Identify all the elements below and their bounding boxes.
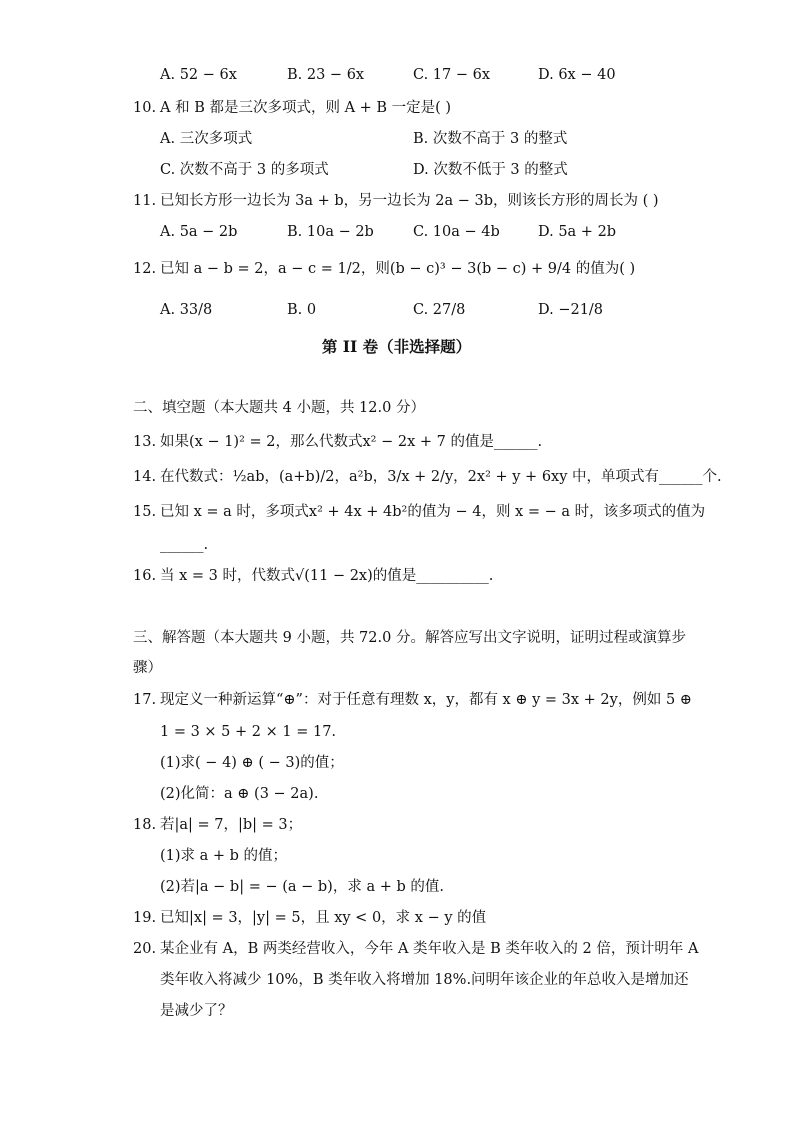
q16-text: 当 x = 3 时，代数式√(11 − 2x)的值是__________. bbox=[160, 568, 494, 584]
q9-option-a: A. 52 − 6x bbox=[160, 67, 237, 83]
q10-number: 10. bbox=[133, 100, 157, 116]
q10-option-a: A. 三次多项式 bbox=[160, 131, 253, 147]
q20-number: 20. bbox=[133, 941, 157, 957]
q12-option-d: D. −21/8 bbox=[538, 302, 604, 318]
q13-number: 13. bbox=[133, 434, 157, 450]
q10-text: A 和 B 都是三次多项式，则 A + B 一定是( ) bbox=[160, 100, 452, 116]
q14-number: 14. bbox=[133, 469, 157, 485]
q9-option-c: C. 17 − 6x bbox=[413, 67, 491, 83]
solve-heading: 三、解答题（本大题共 9 小题，共 72.0 分。解答应写出文字说明，证明过程或演算步 bbox=[133, 630, 686, 646]
q18-sub1: (1)求 a + b 的值； bbox=[160, 848, 288, 864]
q17-sub2: (2)化简：a ⊕ (3 − 2a). bbox=[160, 786, 319, 802]
q11-option-a: A. 5a − 2b bbox=[160, 224, 238, 240]
q11-text: 已知长方形一边长为 3a + b，另一边长为 2a − 3b，则该长方形的周长为 ( ) bbox=[160, 193, 659, 209]
q12-text: 已知 a − b = 2，a − c = 1/2，则(b − c)³ − 3(b − c) + 9/4 的值为( ) bbox=[160, 261, 636, 277]
q10-option-c: C. 次数不高于 3 的多项式 bbox=[160, 162, 329, 178]
q10-option-d: D. 次数不低于 3 的整式 bbox=[413, 162, 568, 178]
q11-option-b: B. 10a − 2b bbox=[287, 224, 374, 240]
q19-number: 19. bbox=[133, 910, 157, 926]
q10-option-b: B. 次数不高于 3 的整式 bbox=[413, 131, 568, 147]
q17-text-line2: 1 = 3 × 5 + 2 × 1 = 17. bbox=[160, 724, 337, 740]
q11-option-c: C. 10a − 4b bbox=[413, 224, 500, 240]
q9-option-d: D. 6x − 40 bbox=[538, 67, 616, 83]
q15-number: 15. bbox=[133, 504, 157, 520]
q18-sub2: (2)若|a − b| = − (a − b)，求 a + b 的值. bbox=[160, 879, 444, 895]
q12-option-b: B. 0 bbox=[287, 302, 317, 318]
q19-text: 已知|x| = 3，|y| = 5，且 xy < 0，求 x − y 的值 bbox=[160, 910, 487, 926]
q12-option-c: C. 27/8 bbox=[413, 302, 466, 318]
q11-option-d: D. 5a + 2b bbox=[538, 224, 617, 240]
q17-number: 17. bbox=[133, 692, 157, 708]
q17-sub1: (1)求( − 4) ⊕ ( − 3)的值； bbox=[160, 755, 344, 771]
q20-text: 某企业有 A，B 两类经营收入，今年 A 类年收入是 B 类年收入的 2 倍，预计明年 A bbox=[160, 941, 699, 957]
q13-text: 如果(x − 1)² = 2，那么代数式x² − 2x + 7 的值是______. bbox=[160, 434, 543, 450]
q11-number: 11. bbox=[133, 193, 157, 209]
q12-number: 12. bbox=[133, 261, 157, 277]
q14-text: 在代数式：½ab，(a+b)/2，a²b，3/x + 2/y，2x² + y + 6xy 中，单项式有______个. bbox=[160, 469, 722, 485]
section-title: 第 II 卷（非选择题） bbox=[321, 337, 472, 356]
q20-text-line3: 是减少了？ bbox=[160, 1003, 233, 1019]
q15-text: 已知 x = a 时，多项式x² + 4x + 4b²的值为 − 4，则 x = − a 时，该多项式的值为 bbox=[160, 504, 706, 520]
q18-number: 18. bbox=[133, 817, 157, 833]
q9-option-b: B. 23 − 6x bbox=[287, 67, 365, 83]
q20-text-line2: 类年收入将减少 10%，B 类年收入将增加 18%.问明年该企业的年总收入是增加还 bbox=[160, 972, 689, 988]
fill-in-heading: 二、填空题（本大题共 4 小题，共 12.0 分） bbox=[133, 400, 425, 416]
solve-heading-line2: 骤） bbox=[133, 660, 162, 676]
q18-text: 若|a| = 7，|b| = 3； bbox=[160, 817, 303, 833]
q17-text: 现定义一种新运算“⊕”：对于任意有理数 x，y，都有 x ⊕ y = 3x + 2y，例如 5 ⊕ bbox=[160, 692, 692, 708]
q16-number: 16. bbox=[133, 568, 157, 584]
q15-text-line2: ______. bbox=[160, 537, 209, 553]
q12-option-a: A. 33/8 bbox=[160, 302, 213, 318]
